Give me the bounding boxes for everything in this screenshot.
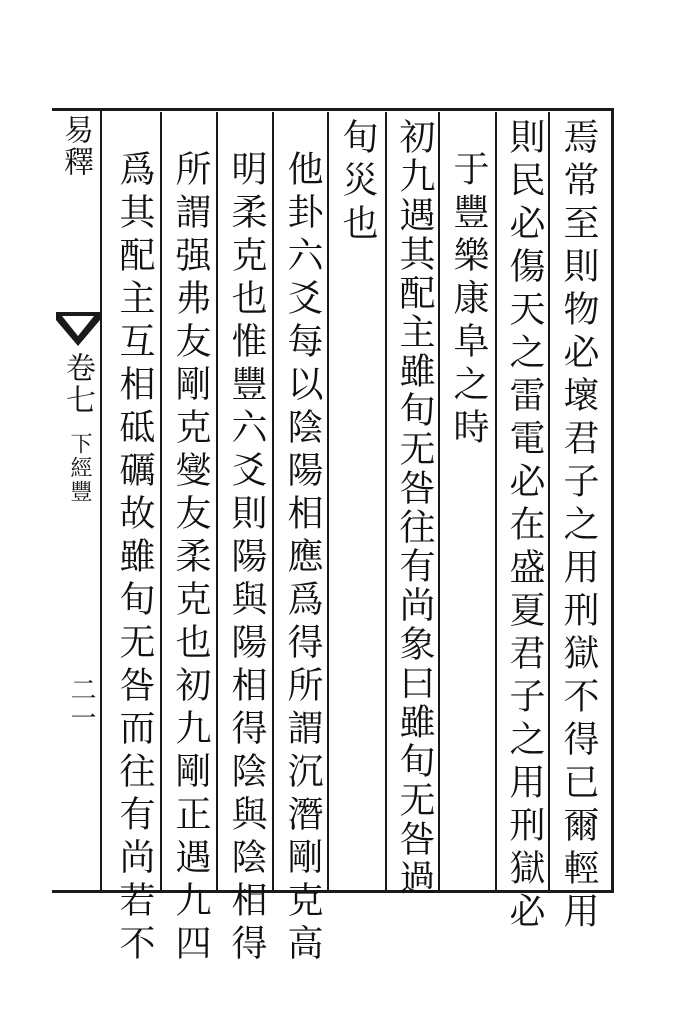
frame-top-line	[52, 108, 614, 111]
column-divider	[495, 112, 497, 890]
column-divider	[385, 112, 387, 890]
text-column-6: 他卦六爻每以陰陽相應爲得所謂沉潛剛克高	[282, 150, 323, 967]
text-column-8: 所謂强弗友剛克燮友柔克也初九剛正遇九四	[170, 150, 211, 967]
frame-right-line	[611, 108, 614, 893]
text-column-5: 旬災也	[337, 118, 378, 247]
text-column-2: 則民必傷天之雷電必在盛夏君子之用刑獄必	[504, 118, 545, 935]
text-column-4: 初九遇其配主雖旬无咎往有尚象曰雖旬无咎過	[394, 118, 435, 898]
column-divider	[327, 112, 329, 890]
text-column-7: 明柔克也惟豐六爻則陽與陽相得陰與陰相得	[226, 150, 267, 967]
fish-tail-mark	[56, 312, 100, 352]
frame-left-line	[100, 108, 102, 893]
column-divider	[272, 112, 274, 890]
text-column-9: 爲其配主互相砥礪故雖旬无咎而往有尚若不	[114, 150, 155, 967]
column-divider	[160, 112, 162, 890]
volume-label: 卷七	[60, 352, 95, 416]
page-number: 二一	[66, 676, 96, 732]
book-title: 易釋	[58, 114, 93, 178]
column-divider	[216, 112, 218, 890]
text-column-3: 于豐樂康阜之時	[448, 150, 489, 451]
column-divider	[438, 112, 440, 890]
section-label: 下經豐	[67, 432, 92, 504]
text-column-1: 焉常至則物必壞君子之用刑獄不得已爾輕用	[558, 118, 599, 935]
column-divider	[548, 112, 550, 890]
